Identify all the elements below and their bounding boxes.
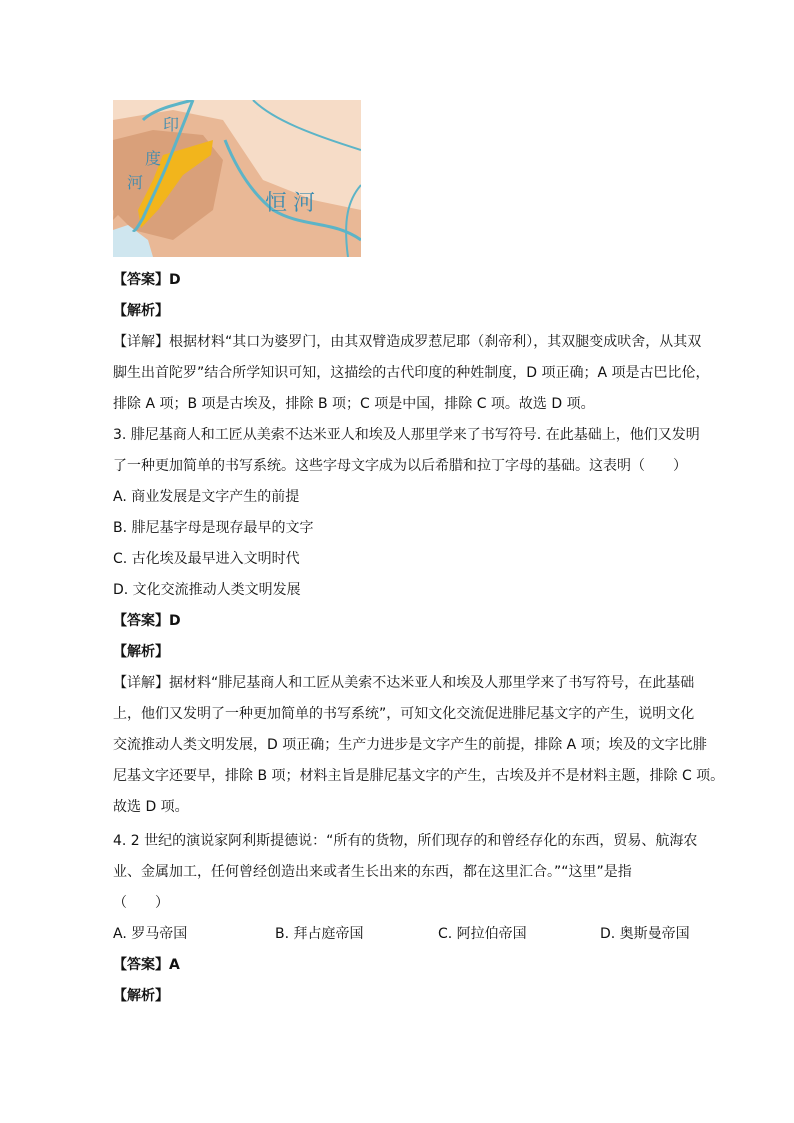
q2-analysis: 【解析】 bbox=[113, 303, 169, 319]
q4-stem-line-1: 4. 2 世纪的演说家阿利斯提德说：“所有的货物，所们现存的和曾经存化的东西，贸易、航海农 bbox=[113, 833, 698, 849]
q4-answer: 【答案】A bbox=[113, 957, 180, 973]
map-graphic bbox=[113, 100, 361, 257]
q3-option-c: C. 古化埃及最早进入文明时代 bbox=[113, 551, 300, 567]
q4-analysis: 【解析】 bbox=[113, 988, 169, 1004]
q2-answer: 【答案】D bbox=[113, 272, 181, 288]
q4-option-d: D. 奥斯曼帝国 bbox=[600, 926, 690, 942]
q4-stem-line-3: （ ） bbox=[113, 895, 169, 911]
q3-detail-line-4: 尼基文字还要早，排除 B 项；材料主旨是腓尼基文字的产生，古埃及并不是材料主题，排除 C 项。 bbox=[113, 768, 725, 784]
q3-option-d: D. 文化交流推动人类文明发展 bbox=[113, 582, 301, 598]
map-label-indus-2: 度 bbox=[145, 149, 162, 168]
map-label-indus-1: 印 bbox=[163, 115, 180, 134]
q3-detail-line-1: 【详解】据材料“腓尼基商人和工匠从美索不达米亚人和埃及人那里学来了书写符号，在此基础 bbox=[113, 675, 695, 691]
q2-detail-line-1: 【详解】根据材料“其口为婆罗门，由其双臂造成罗惹尼耶（刹帝利），其双腿变成吠舍，从其双 bbox=[113, 334, 702, 350]
q3-analysis: 【解析】 bbox=[113, 644, 169, 660]
q3-stem-line-1: 3. 腓尼基商人和工匠从美索不达米亚人和埃及人那里学来了书写符号. 在此基础上，他们又发明 bbox=[113, 427, 700, 443]
q3-detail-line-5: 故选 D 项。 bbox=[113, 799, 189, 815]
map-label-indus-3: 河 bbox=[127, 173, 144, 192]
q4-stem-line-2: 业、金属加工，任何曾经创造出来或者生长出来的东西，都在这里汇合。”“这里”是指 bbox=[113, 864, 632, 880]
map-label-ganges: 恒河 bbox=[265, 191, 322, 216]
q3-option-a: A. 商业发展是文字产生的前提 bbox=[113, 489, 300, 505]
q3-option-b: B. 腓尼基字母是现存最早的文字 bbox=[113, 520, 314, 536]
q4-option-c: C. 阿拉伯帝国 bbox=[438, 926, 527, 942]
q3-detail-line-3: 交流推动人类文明发展，D 项正确；生产力进步是文字产生的前提，排除 A 项；埃及的文字比腓 bbox=[113, 737, 707, 753]
q3-stem-line-2: 了一种更加简单的书写系统。这些字母文字成为以后希腊和拉丁字母的基础。这表明（ ） bbox=[113, 458, 687, 474]
q2-detail-line-2: 脚生出首陀罗”结合所学知识可知，这描绘的古代印度的种姓制度，D 项正确；A 项是古巴比伦， bbox=[113, 365, 710, 381]
q4-option-a: A. 罗马帝国 bbox=[113, 926, 188, 942]
india-river-map bbox=[113, 100, 361, 257]
q3-detail-line-2: 上，他们又发明了一种更加简单的书写系统”，可知文化交流促进腓尼基文字的产生，说明文化 bbox=[113, 706, 695, 722]
q3-answer: 【答案】D bbox=[113, 613, 181, 629]
q2-detail-line-3: 排除 A 项；B 项是古埃及，排除 B 项；C 项是中国，排除 C 项。故选 D 项。 bbox=[113, 396, 595, 412]
q4-option-b: B. 拜占庭帝国 bbox=[275, 926, 364, 942]
